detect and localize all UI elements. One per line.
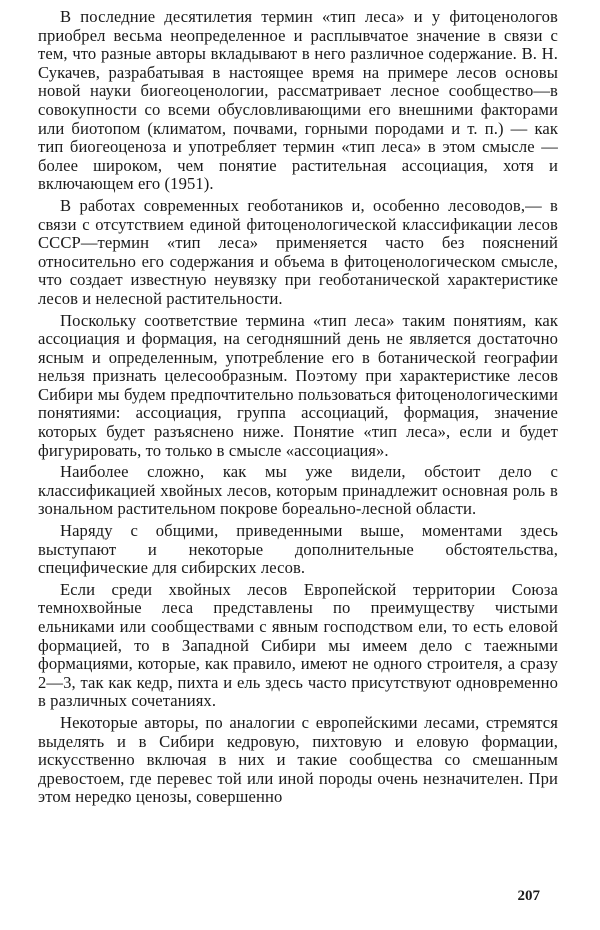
paragraph-1: В последние десятилетия термин «тип леса» и у фитоценологов приобрел весьма неопределенное и расплывчатое значение в связи с тем, что разные авторы вкладывают в него различное содержание. В. Н. Сукачев, разрабатывая в настоящее время на примере лесов основы новой науки биогеоценологии, рассматривает лесное сообщество—в совокупности со всеми обусловливающими его внешними факторами или биотопом (климатом, почвами, горными породами и т. п.) — как тип биогеоценоза и употребляет термин «тип леса» в этом смысле — более широком, чем понятие растительная ассоциация, хотя и включающем его (1951).: [38, 8, 558, 194]
paragraph-2: В работах современных геоботаников и, особенно лесоводов,— в связи с отсутствием единой фитоценологической классификации лесов СССР—термин «тип леса» применяется часто без пояснений относительно его содержания и объема в фитоценологическом смысле, что создает известную неувязку при геоботанической характеристике лесов и нелесной растительности.: [38, 195, 558, 308]
paragraph-7: Некоторые авторы, по аналогии с европейскими лесами, стремятся выделять и в Сибири кедровую, пихтовую и еловую формации, искусственно включая в них и такие сообщества со смешанным древостоем, где перевес той или иной породы очень незначителен. При этом нередко ценозы, совершенно: [38, 712, 558, 807]
paragraph-5: Наряду с общими, приведенными выше, моментами здесь выступают и некоторые дополнительные обстоятельства, специфические для сибирских лесов.: [38, 521, 558, 578]
paragraph-4: Наиболее сложно, как мы уже видели, обстоит дело с классификацией хвойных лесов, которым принадлежит основная роль в зональном растительном покрове бореально-лесной области.: [38, 462, 558, 519]
paragraph-3: Поскольку соответствие термина «тип леса» таким понятиям, как ассоциация и формация, на сегодняшний день не является достаточно ясным и определенным, употребление его в ботанической географии нельзя признать целесообразным. Поэтому при характеристике лесов Сибири мы будем предпочтительно пользоваться фитоценологическими понятиями: ассоциация, группа ассоциаций, формация, значение которых будет разъяснено ниже. Понятие «тип леса», если и будет фигурировать, то только в смысле «ассоциация».: [38, 310, 558, 460]
page-number: 207: [517, 888, 540, 904]
book-page: [38, 8, 558, 918]
paragraph-6: Если среди хвойных лесов Европейской территории Союза темнохвойные леса представлены по преимуществу чистыми ельниками или сообществами с явным господством ели, то есть еловой формацией, то в Западной Сибири мы имеем дело с таежными формациями, которые, как правило, имеют не одного строителя, а сразу 2—3, так как кедр, пихта и ель здесь часто присутствуют одновременно в различных сочетаниях.: [38, 579, 558, 711]
